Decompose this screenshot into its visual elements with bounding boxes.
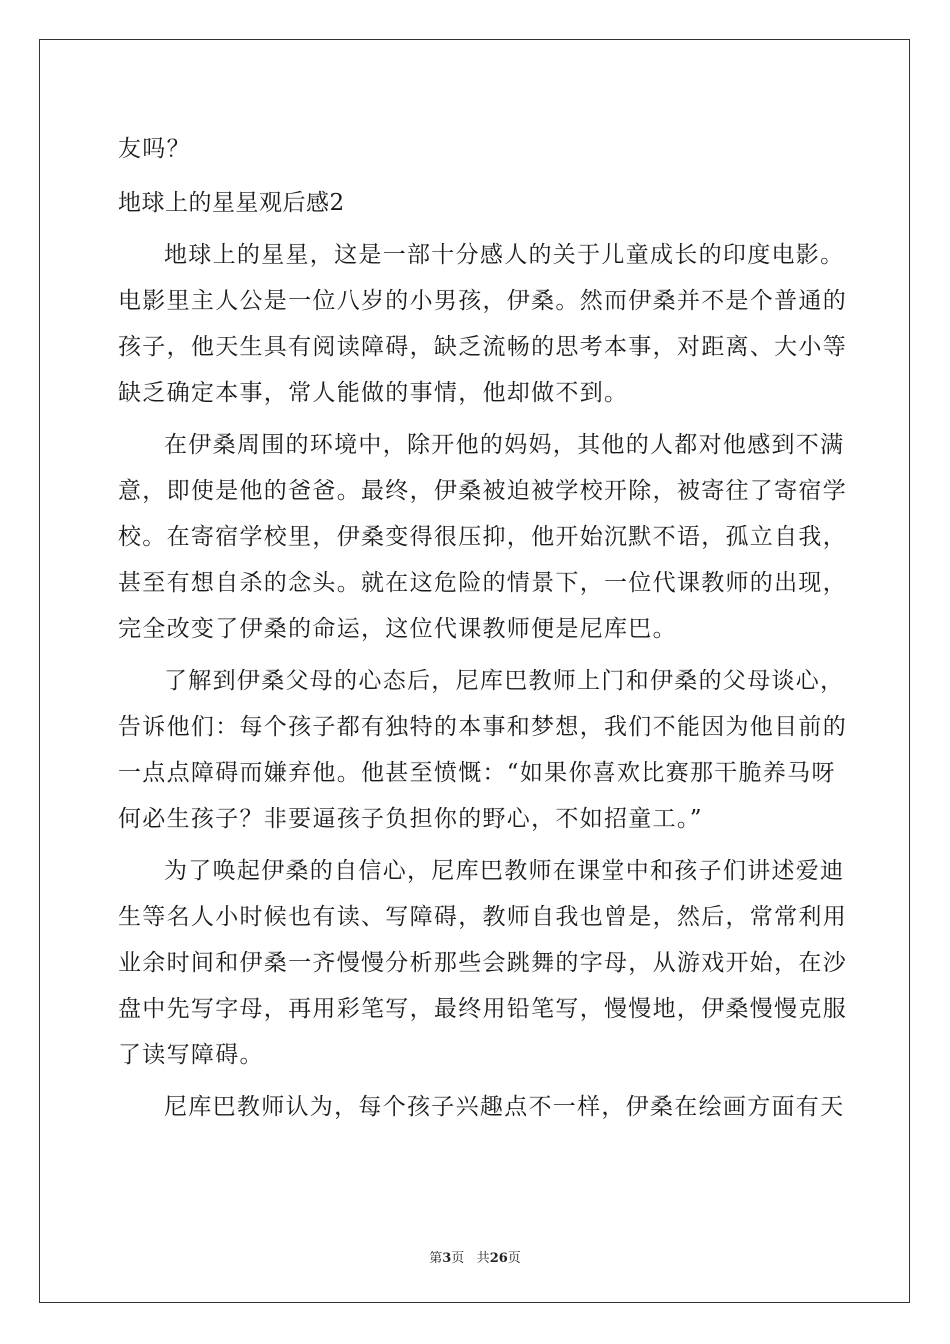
paragraph-line: 为了唤起伊桑的自信心，尼库巴教师在课堂中和孩子们讲述爱迪 (164, 858, 845, 884)
paragraph-line: 业余时间和伊桑一齐慢慢分析那些会跳舞的字母，从游戏开始，在沙 (118, 950, 847, 976)
total-prefix: 共 (476, 1251, 490, 1266)
section-heading: 地球上的星星观后感2 (118, 190, 345, 216)
paragraph-line: 了解到伊桑父母的心态后，尼库巴教师上门和伊桑的父母谈心， (164, 668, 845, 694)
page-suffix: 页 (451, 1251, 465, 1266)
paragraph-line: 地球上的星星，这是一部十分感人的关于儿童成长的印度电影。 (164, 242, 845, 268)
paragraph-1 (118, 232, 847, 416)
paragraph-3 (118, 658, 847, 842)
paragraph-line: 电影里主人公是一位八岁的小男孩，伊桑。然而伊桑并不是个普通的 (118, 288, 847, 314)
paragraph-line: 在伊桑周围的环境中，除开他的妈妈，其他的人都对他感到不满 (164, 432, 845, 458)
paragraph-line: 校。在寄宿学校里，伊桑变得很压抑，他开始沉默不语，孤立自我， (118, 524, 847, 550)
paragraph-line: 盘中先写字母，再用彩笔写，最终用铅笔写，慢慢地，伊桑慢慢克服 (118, 996, 847, 1022)
document-body (118, 126, 847, 1130)
paragraph-line: 孩子，他天生具有阅读障碍，缺乏流畅的思考本事，对距离、大小等 (118, 334, 847, 360)
paragraph-5 (118, 1084, 845, 1130)
page-footer (0, 1247, 950, 1266)
page-number: 3 (442, 1251, 452, 1266)
paragraph-line: 一点点障碍而嫌弃他。他甚至愤慨：“如果你喜欢比赛那干脆养马呀 (118, 760, 836, 786)
paragraph-4 (118, 848, 847, 1078)
paragraph-2 (118, 422, 847, 652)
paragraph-line: 生等名人小时候也有读、写障碍，教师自我也曾是，然后，常常利用 (118, 904, 847, 930)
paragraph-line: 何必生孩子？非要逼孩子负担你的野心，不如招童工。” (118, 806, 703, 832)
paragraph-line: 缺乏确定本事，常人能做的事情，他却做不到。 (118, 380, 629, 406)
page-prefix: 第 (429, 1251, 443, 1266)
total-suffix: 页 (507, 1251, 521, 1266)
paragraph-line: 尼库巴教师认为，每个孩子兴趣点不一样，伊桑在绘画方面有天 (164, 1094, 845, 1120)
paragraph-line: 了读写障碍。 (118, 1042, 264, 1068)
paragraph-line: 告诉他们：每个孩子都有独特的本事和梦想，我们不能因为他目前的 (118, 714, 847, 740)
continuation-line: 友吗？ (118, 136, 191, 162)
paragraph-line: 完全改变了伊桑的命运，这位代课教师便是尼库巴。 (118, 616, 677, 642)
paragraph-line: 甚至有想自杀的念头。就在这危险的情景下，一位代课教师的出现， (118, 570, 847, 596)
paragraph-line: 意，即使是他的爸爸。最终，伊桑被迫被学校开除，被寄往了寄宿学 (118, 478, 847, 504)
total-pages: 26 (489, 1251, 508, 1266)
